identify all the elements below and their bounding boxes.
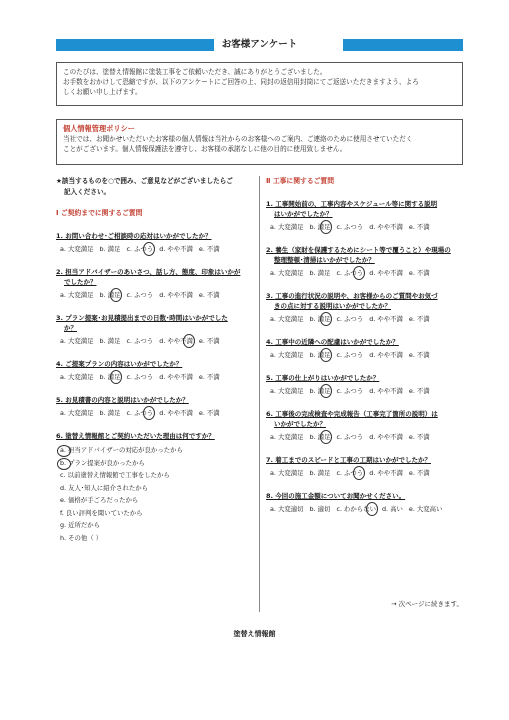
answer-options	[270, 350, 466, 360]
answer-option[interactable]: e. 不満	[408, 269, 430, 277]
question-block	[266, 491, 466, 514]
question-text: 1. お問い合わせ･ご相談時の応対はいかがでしたか？	[56, 232, 212, 240]
answer-option[interactable]: a. 大変満足	[60, 373, 94, 381]
privacy-title: 個人情報管理ポリシー	[63, 124, 135, 133]
question-block	[56, 231, 254, 254]
answer-option[interactable]: a. 大変満足	[60, 409, 94, 417]
answer-option[interactable]: b. 適切	[309, 505, 331, 513]
question-text: 3. 工事の進行状況の説明や、お客様からのご質問やお気づ	[266, 292, 438, 300]
answer-options	[270, 222, 466, 232]
answer-options	[270, 504, 466, 514]
question-text: 整理整頓･清掃はいかがでしたか？	[274, 256, 375, 264]
answer-option[interactable]: c. ふつう	[336, 387, 364, 395]
answer-option[interactable]: c. ふつう	[336, 351, 364, 359]
answer-option[interactable]: d. やや不満	[369, 269, 403, 277]
answer-option[interactable]: d. やや不満	[159, 409, 193, 417]
answer-option[interactable]: c. ふつう	[336, 223, 364, 231]
reason-item[interactable]: e. 価格が手ごろだったから	[60, 496, 139, 504]
answer-options	[270, 432, 466, 442]
reason-item-other[interactable]: h. その他（ ）	[60, 533, 103, 542]
question-text: か？	[64, 324, 77, 332]
question-block	[266, 245, 466, 278]
answer-option-selected[interactable]: c. ふつう	[336, 269, 364, 277]
answer-option[interactable]: b. 満足	[99, 245, 121, 253]
reason-item-selected[interactable]: b. プラン提案が良かったから	[60, 457, 254, 470]
company-name: 塗替え情報館	[233, 630, 276, 638]
question-text: でしたか？	[64, 278, 97, 286]
answer-option[interactable]: c. ふつう	[336, 315, 364, 323]
right-column	[266, 176, 466, 514]
question-text: 5. お見積書の内容と説明はいかがでしたか？	[56, 396, 189, 404]
answer-option[interactable]: d. やや不満	[369, 469, 403, 477]
question-text: いかがでしたか？	[274, 420, 326, 428]
answer-options	[60, 372, 254, 382]
answer-option-selected[interactable]: b. 満足	[309, 433, 331, 441]
answer-option-selected[interactable]: b. 満足	[99, 291, 121, 299]
answer-option[interactable]: d. やや不満	[369, 223, 403, 231]
question-text: 4. ご提案プランの内容はいかがでしたか？	[56, 360, 183, 368]
answer-option[interactable]: a. 大変満足	[270, 351, 304, 359]
question-block	[266, 373, 466, 396]
answer-option[interactable]: d. やや不満	[159, 373, 193, 381]
answer-option[interactable]: d. やや不満	[369, 315, 403, 323]
answer-options	[270, 386, 466, 396]
question-block	[266, 455, 466, 478]
answer-option-selected[interactable]: d. やや不満	[159, 337, 193, 345]
answer-option[interactable]: a. 大変満足	[270, 387, 304, 395]
reason-list	[60, 444, 254, 544]
answer-option-selected[interactable]: c. ふつう	[336, 469, 364, 477]
answer-option-selected[interactable]: b. 満足	[309, 315, 331, 323]
answer-option-selected[interactable]: b. 満足	[99, 373, 121, 381]
answer-option[interactable]: a. 大変満足	[60, 245, 94, 253]
answer-options	[60, 408, 254, 418]
left-column	[56, 176, 254, 544]
answer-option[interactable]: a. 大変満足	[270, 223, 304, 231]
page-header	[56, 38, 463, 52]
answer-options	[270, 268, 466, 278]
answer-option[interactable]: e. 不満	[198, 245, 220, 253]
answer-option-selected[interactable]: c. ふつう	[126, 409, 154, 417]
privacy-line: ことがございます。個人情報保護法を遵守し、お客様の承諾なしに他の目的に使用致しません。	[63, 145, 347, 153]
answer-option[interactable]: e. 不満	[198, 409, 220, 417]
header-bar-right	[343, 39, 463, 51]
answer-option[interactable]: a. 大変満足	[270, 469, 304, 477]
answer-option[interactable]: c. ふつう	[126, 337, 154, 345]
question-block	[56, 359, 254, 382]
question-text: 2. 担当アドバイザーのあいさつ、話し方、態度、印象はいかが	[56, 268, 241, 276]
answer-option[interactable]: e. 不満	[408, 351, 430, 359]
answer-option[interactable]: a. 大変満足	[60, 337, 94, 345]
reason-item[interactable]: d. 友人･知人に紹介されたから	[60, 483, 149, 492]
privacy-line: 当社では、お聞かせいただいたお客様の個人情報は当社からのお客様へのご案内、ご連絡のために使用させていただく	[63, 135, 413, 143]
question-text: 1. 工事開始前の、工事内容やスケジュール等に関する説明	[266, 200, 438, 208]
question-block	[56, 267, 254, 300]
instruction-note: 記入ください。	[64, 188, 111, 196]
question-block	[266, 199, 466, 232]
answer-option[interactable]: e. 不満	[408, 469, 430, 477]
answer-option[interactable]: d. やや不満	[369, 387, 403, 395]
question-block	[266, 337, 466, 360]
question-text: 3. プラン提案･お見積提出までの日数･時間はいかがでした	[56, 314, 228, 322]
answer-option[interactable]: e. 不満	[408, 387, 430, 395]
answer-options	[270, 314, 466, 324]
question-block	[266, 291, 466, 324]
answer-option[interactable]: b. 満足	[99, 409, 121, 417]
answer-option[interactable]: a. 大変適切	[270, 505, 304, 513]
reason-item[interactable]: f. 良い評判を聞いていたから	[60, 508, 143, 517]
answer-options	[270, 468, 466, 478]
section-heading-contract: Ⅰ ご契約までに関するご質問	[56, 209, 143, 217]
answer-option[interactable]: b. 満足	[309, 269, 331, 277]
question-block	[56, 313, 254, 346]
question-block	[56, 395, 254, 418]
answer-option-selected[interactable]: b. 満足	[309, 387, 331, 395]
answer-option[interactable]: c. ふつう	[126, 373, 154, 381]
answer-option[interactable]: a. 大変満足	[60, 291, 94, 299]
answer-option[interactable]: d. やや不満	[369, 433, 403, 441]
question-text: はいかがでしたか？	[274, 210, 333, 218]
question-text: 6. 塗替え情報館とご契約いただいた理由は何ですか？	[56, 432, 215, 440]
answer-option-selected[interactable]: c. ふつう	[126, 245, 154, 253]
answer-option[interactable]: b. 満足	[309, 469, 331, 477]
question-text: 4. 工事中の近隣への配慮はいかがでしたか？	[266, 338, 399, 346]
page-title: お客様アンケート	[221, 39, 298, 50]
question-text: 2. 養生（家財を保護するためにシート等で覆うこと）や現場の	[266, 246, 451, 254]
question-text: 7. 着工までのスピードと工事の工期はいかがでしたか？	[266, 456, 431, 464]
answer-option-selected[interactable]: b. 満足	[309, 351, 331, 359]
answer-option[interactable]: e. 不満	[408, 315, 430, 323]
intro-line: このたびは、塗替え情報館に塗装工事をご依頼いただき、誠にありがとうございました。	[63, 68, 327, 76]
reason-item[interactable]: g. 近所だから	[60, 521, 101, 529]
answer-option-selected[interactable]: b. 満足	[309, 223, 331, 231]
answer-option[interactable]: e. 不満	[408, 433, 430, 441]
answer-options	[60, 336, 254, 346]
continue-note: → 次ページに続きます。	[391, 600, 463, 608]
answer-option[interactable]: d. やや不満	[159, 291, 193, 299]
answer-option-selected[interactable]: c. わからない	[336, 505, 376, 513]
intro-box	[56, 62, 463, 106]
answer-option[interactable]: d. やや不満	[369, 351, 403, 359]
section-heading-construction: Ⅱ 工事に関するご質問	[266, 177, 335, 185]
intro-line: お手数をおかけして恐縮ですが、以下のアンケートにご回答の上、同封の返信用封筒にてご返送いただきますよう、よろ	[63, 78, 419, 86]
answer-option[interactable]: a. 大変満足	[270, 269, 304, 277]
answer-option[interactable]: e. 不満	[198, 337, 220, 345]
question-text: 8. 今回の施工金額についてお聞かせください。	[266, 492, 406, 500]
answer-option[interactable]: a. 大変満足	[270, 315, 304, 323]
answer-option[interactable]: e. 不満	[198, 373, 220, 381]
question-block	[56, 431, 254, 544]
reason-item[interactable]: c. 以前塗替え情報館で工事をしたから	[60, 471, 170, 479]
answer-option[interactable]: c. ふつう	[126, 291, 154, 299]
answer-option[interactable]: c. ふつう	[336, 433, 364, 441]
answer-option[interactable]: d. やや不満	[159, 245, 193, 253]
answer-option[interactable]: e. 不満	[198, 291, 220, 299]
answer-options	[60, 290, 254, 300]
answer-option[interactable]: a. 大変満足	[270, 433, 304, 441]
question-block	[266, 409, 466, 442]
answer-option[interactable]: b. 満足	[99, 337, 121, 345]
intro-line: しくお願い申し上げます。	[63, 88, 142, 96]
question-text: 6. 工事後の完成検査や完成報告（工事完了箇所の説明）は	[266, 410, 438, 418]
answer-option[interactable]: d. 高い	[381, 505, 403, 513]
instruction-note: ★該当するものを○で囲み、ご意見などがございましたらご	[56, 177, 233, 185]
column-divider	[259, 176, 260, 612]
privacy-policy-box	[56, 119, 463, 165]
question-text: きの点に対する説明はいかがでしたか？	[274, 302, 391, 310]
answer-options	[60, 244, 254, 254]
question-text: 5. 工事の仕上がりはいかがでしたか？	[266, 374, 380, 382]
answer-option[interactable]: e. 大変高い	[408, 505, 443, 513]
reason-item-selected[interactable]: a. 担当アドバイザーの対応が良かったから	[60, 444, 254, 457]
answer-option[interactable]: e. 不満	[408, 223, 430, 231]
